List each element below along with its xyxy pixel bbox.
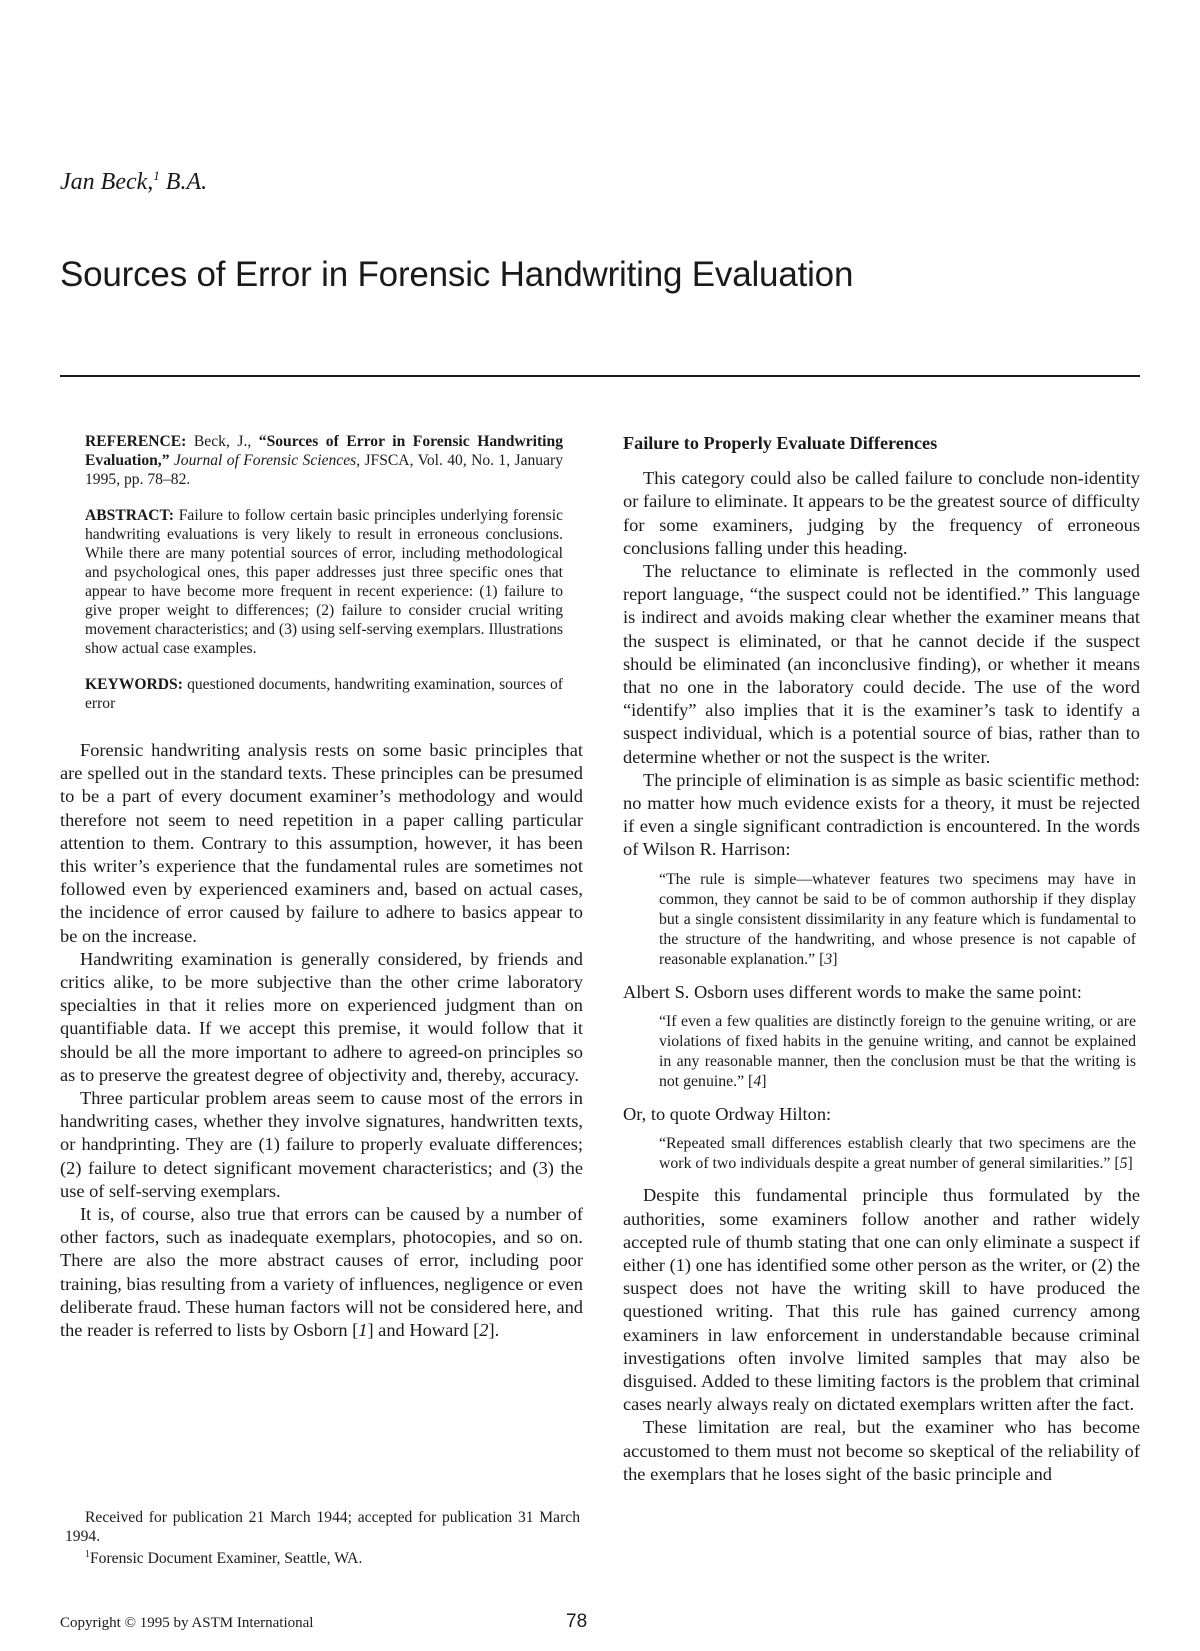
quote-close: ]	[761, 1073, 767, 1091]
left-column	[60, 432, 583, 1342]
citation-ref[interactable]: 5	[1119, 1155, 1128, 1173]
abstract-text: Failure to follow certain basic principles underlying forensic handwriting evaluations is very likely to result in erroneous conclusions. While there are many potential sources of error, including methodological and psychological ones, this paper addresses just three specific ones that appear to have become more frequent in recent experience: (1) failure to give proper weight to differences; (2) failure to consider crucial writing movement characteristics; and (3) using self-serving exemplars. Illustrations show actual case examples.	[85, 507, 563, 657]
keywords-block	[85, 675, 563, 713]
quote-close: ]	[832, 951, 838, 969]
quote-close: ]	[1127, 1155, 1133, 1173]
quote-text: “Repeated small differences establish clearly that two specimens are the work of two individuals despite a great number of general similarities.” [	[659, 1134, 1136, 1173]
body-paragraph: Forensic handwriting analysis rests on some basic principles that are spelled out in the standard texts. These principles can be presumed to be a part of every document examiner’s methodology and would therefore not seem to need repetition in a paper calling particular attention to them. Contrary to this assumption, however, it has been this writer’s experience that the fundamental rules are sometimes not followed even by experienced examiners and, based on actual cases, the incidence of error caused by failure to adhere to basics appear to be on the increase.	[60, 740, 583, 946]
body-paragraph: The reluctance to eliminate is reflected in the commonly used report language, “the suspect could not be identified.” This language is indirect and avoids making clear whether the examiner means that the suspect is eliminated, or that he cannot decide if the suspect should be eliminated (an inconclusive finding), or whether it means that no one in the laboratory could decide. The use of the word “identify” also implies that it is the examiner’s task to identify a suspect individual, which is a potential source of bias, rather than to determine whether or not the suspect is the writer.	[623, 561, 1140, 767]
affiliation-mark: 1	[85, 1549, 90, 1560]
author-line	[60, 168, 207, 196]
reference-details: JFSCA, Vol. 40, No. 1, January 1995, pp. 78–82.	[85, 452, 564, 488]
reference-authors: Beck, J.,	[186, 433, 259, 450]
author-degree: B.A.	[159, 169, 208, 195]
quote-text: “If even a few qualities are distinctly foreign to the genuine writing, or are violations of fixed habits in the genuine writing, and cannot be explained in any reasonable manner, then the conclusion must be that the writing is not genuine.” [	[659, 1012, 1136, 1091]
copyright-notice: Copyright © 1995 by ASTM International	[60, 1615, 314, 1631]
block-quote	[659, 1134, 1136, 1174]
citation-ref[interactable]: 4	[753, 1073, 762, 1091]
affiliation-text: Forensic Document Examiner, Seattle, WA.	[90, 1550, 363, 1568]
keywords-label: KEYWORDS:	[85, 676, 183, 693]
body-paragraph: The principle of elimination is as simple as basic scientific method: no matter how much evidence exists for a theory, it must be rejected if even a single significant contradiction is encountered. In the words of Wilson R. Harrison:	[623, 769, 1140, 860]
body-paragraph: Despite this fundamental principle thus formulated by the authorities, some examiners follow another and rather widely accepted rule of thumb stating that one can only eliminate a suspect if either (1) one has identified some other person as the writer, or (2) the suspect does not have the writing skill to have produced the questioned writing. That this rule has gained currency among examiners in law enforcement in understandable because criminal investigations often involve limited samples that may also be disguised. Added to these limiting factors is the problem that criminal cases nearly always realy on dictated exemplars written after the fact.	[623, 1185, 1140, 1415]
citation-ref[interactable]: 2	[479, 1320, 489, 1341]
right-column	[623, 432, 1140, 1486]
abstract-block	[85, 506, 563, 658]
citation-ref[interactable]: 3	[824, 951, 833, 969]
block-quote	[659, 1012, 1136, 1093]
title-divider	[60, 375, 1140, 377]
section-heading: Failure to Properly Evaluate Differences	[623, 433, 938, 453]
page-number: 78	[566, 1611, 588, 1632]
body-text: ] and Howard [	[367, 1320, 480, 1341]
quote-text: “The rule is simple—whatever features two specimens may have in common, they cannot be said to be of common authorship if they display but a single consistent dissimilarity in any feature which is fundamental to the structure of the handwriting, and whose presence is not capable of reasonable explanation.” [	[659, 870, 1136, 969]
front-matter	[85, 432, 563, 713]
quote-intro: Or, to quote Ordway Hilton:	[623, 1103, 832, 1124]
affiliation-note	[65, 1546, 580, 1569]
block-quote	[659, 870, 1136, 971]
reference-label: REFERENCE:	[85, 433, 187, 450]
body-text: ].	[488, 1320, 500, 1341]
body-paragraph: This category could also be called failure to conclude non-identity or failure to eliminate. It appears to be the greatest source of difficulty for some examiners, judging by the frequency of erroneous conclusions falling under this heading.	[623, 468, 1140, 558]
body-text: It is, of course, also true that errors can be caused by a number of other factors, such as inadequate exemplars, photocopies, and so on. There are also the more abstract causes of error, including poor training, bias resulting from a variety of influences, negligence or even deliberate fraud. These human factors will not be considered here, and the reader is referred to lists by Osborn [	[60, 1204, 583, 1341]
body-paragraph	[60, 1203, 583, 1342]
keywords-text: questioned documents, handwriting examination, sources of error	[85, 676, 563, 712]
author-footnote-mark: 1	[153, 168, 160, 183]
body-paragraph: Handwriting examination is generally considered, by friends and critics alike, to be more subjective than the other crime laboratory specialties in that it relies more on experienced judgment than on quantifiable data. If we accept this premise, it would follow that it should be all the more important to adhere to agreed-on principles so as to preserve the greatest degree of objectivity and, thereby, accuracy.	[60, 948, 583, 1085]
paper-title: Sources of Error in Forensic Handwriting Evaluation	[60, 255, 854, 294]
abstract-label: ABSTRACT:	[85, 507, 174, 524]
citation-ref[interactable]: 1	[358, 1320, 368, 1341]
reference-block	[85, 432, 563, 489]
body-paragraph: These limitation are real, but the examiner who has become accustomed to them must not become so skeptical of the reliability of the exemplars that he loses sight of the basic principle and	[623, 1417, 1140, 1484]
body-paragraph: Three particular problem areas seem to cause most of the errors in handwriting cases, whether they involve signatures, handwritten texts, or handprinting. They are (1) failure to properly evaluate differences; (2) failure to detect significant movement characteristics; and (3) the use of self-serving exemplars.	[60, 1088, 583, 1201]
footnotes	[65, 1509, 580, 1569]
received-note: Received for publication 21 March 1944; accepted for publication 31 March 1994.	[65, 1509, 580, 1545]
author-name: Jan Beck,	[60, 169, 154, 195]
quote-intro: Albert S. Osborn uses different words to make the same point:	[623, 981, 1082, 1002]
reference-journal: Journal of Forensic Sciences,	[169, 452, 361, 469]
reference-article-title: “Sources of Error in Forensic Handwriting Evaluation,”	[85, 433, 563, 469]
